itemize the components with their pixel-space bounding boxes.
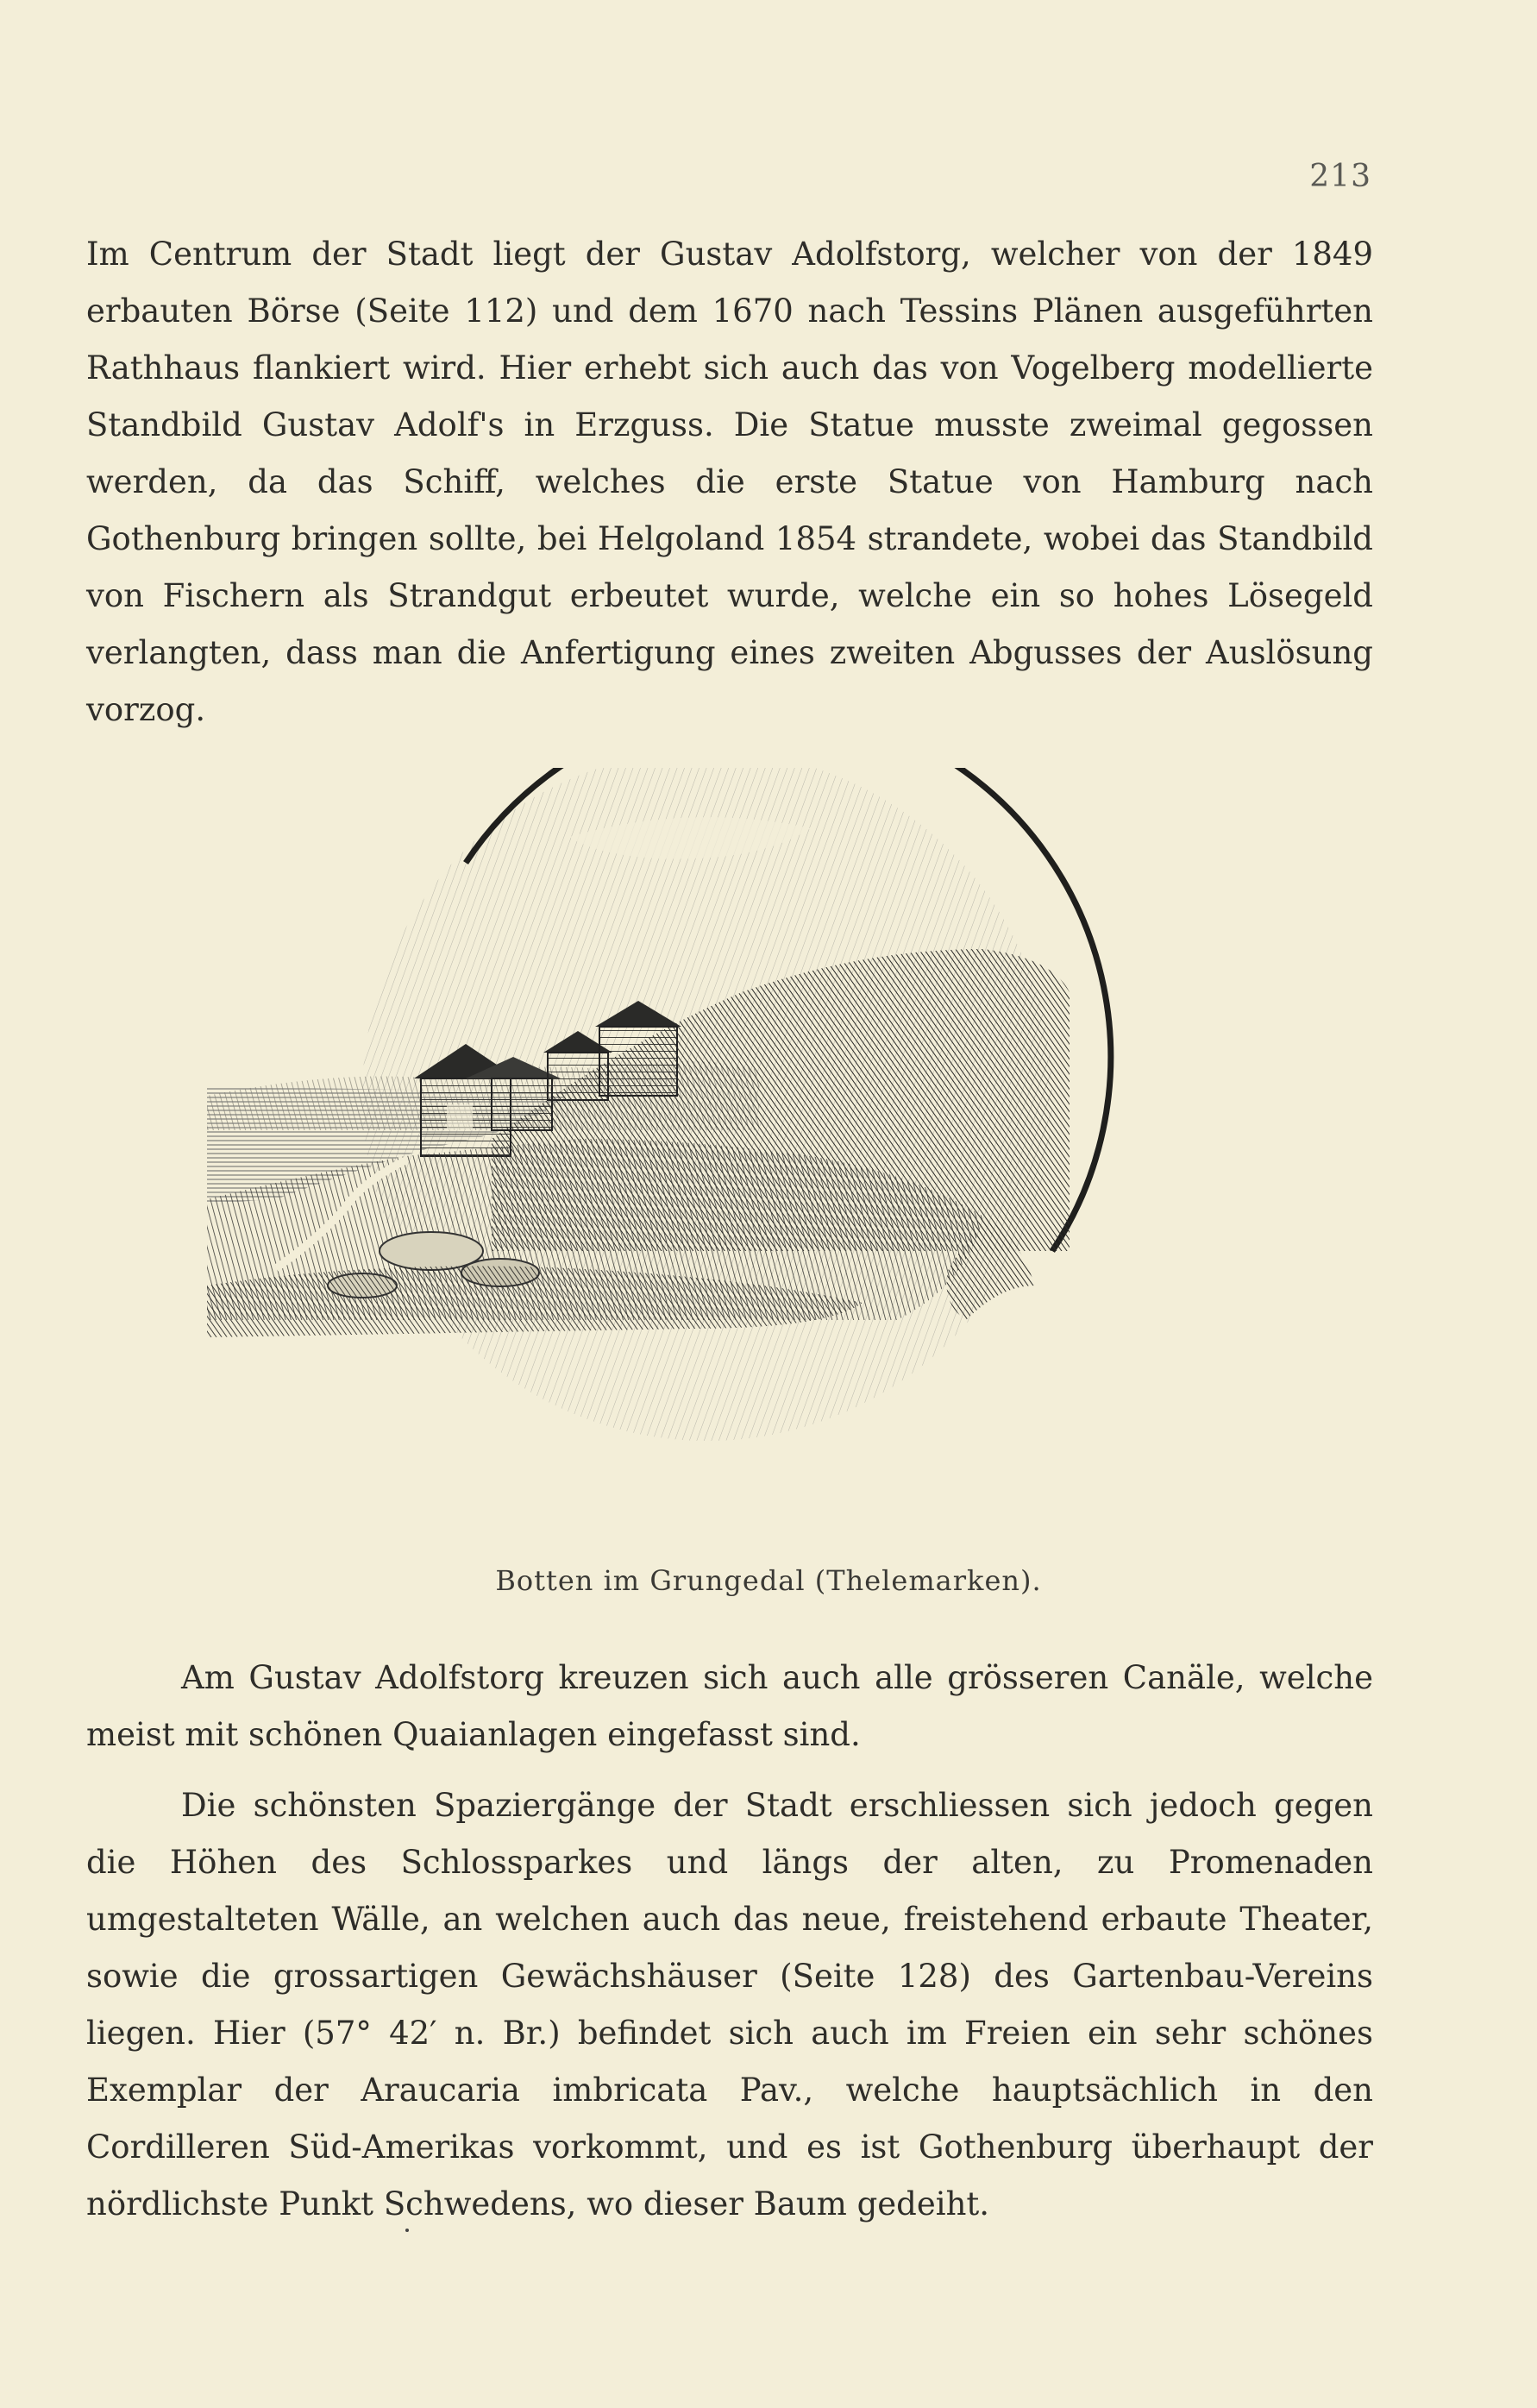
paragraph-1: Im Centrum der Stadt liegt der Gustav Adolfstorg, welcher von der 1849 erbauten Börse (Seite 112) und dem 1670 nach Tessins Plänen ausgeführten Rathhaus flankiert wird. Hier erhebt sich auch das von Vogelberg modellierte Standbild Gustav Adolf's in Erzguss. Die Statue musste zweimal gegossen werden, da das Schiff, welches die erste Statue von Hamburg nach Gothenburg bringen sollte, bei Helgoland 1854 strandete, wobei das Standbild von Fischern als Strandgut erbeutet wurde, welche ein so hohes Lösegeld verlangten, dass man die Anfertigung eines zweiten Abgusses der Auslösung vorzog. [86, 236, 1373, 728]
paragraph-3: Die schönsten Spaziergänge der Stadt erschliessen sich jedoch gegen die Höhen des Schlossparkes und längs der alten, zu Promenaden umgestalteten Wälle, an welchen auch das neue, freistehend erbaute Theater, sowie die grossartigen Gewächshäuser (Seite 128) des Gartenbau-Vereins liegen. Hier (57° 42′ n. Br.) befindet sich auch im Freien ein sehr schönes Exemplar der Araucaria imbricata Pav., welche hauptsächlich in den Cordilleren Süd-Amerikas vorkommt, und es ist Gothenburg überhaupt der nördlichste Punkt Schwedens, wo dieser Baum gedeiht. [86, 1787, 1373, 2223]
page-number: 213 [1309, 159, 1371, 194]
paragraph-2: Am Gustav Adolfstorg kreuzen sich auch alle grösseren Canäle, welche meist mit schönen Quaianlagen eingefasst sind. [86, 1659, 1373, 1753]
figure-caption: Botten im Grungedal (Thelemarken). [495, 1564, 1042, 1597]
engraving-illustration [207, 768, 1208, 1544]
paper-speck [405, 2229, 409, 2232]
